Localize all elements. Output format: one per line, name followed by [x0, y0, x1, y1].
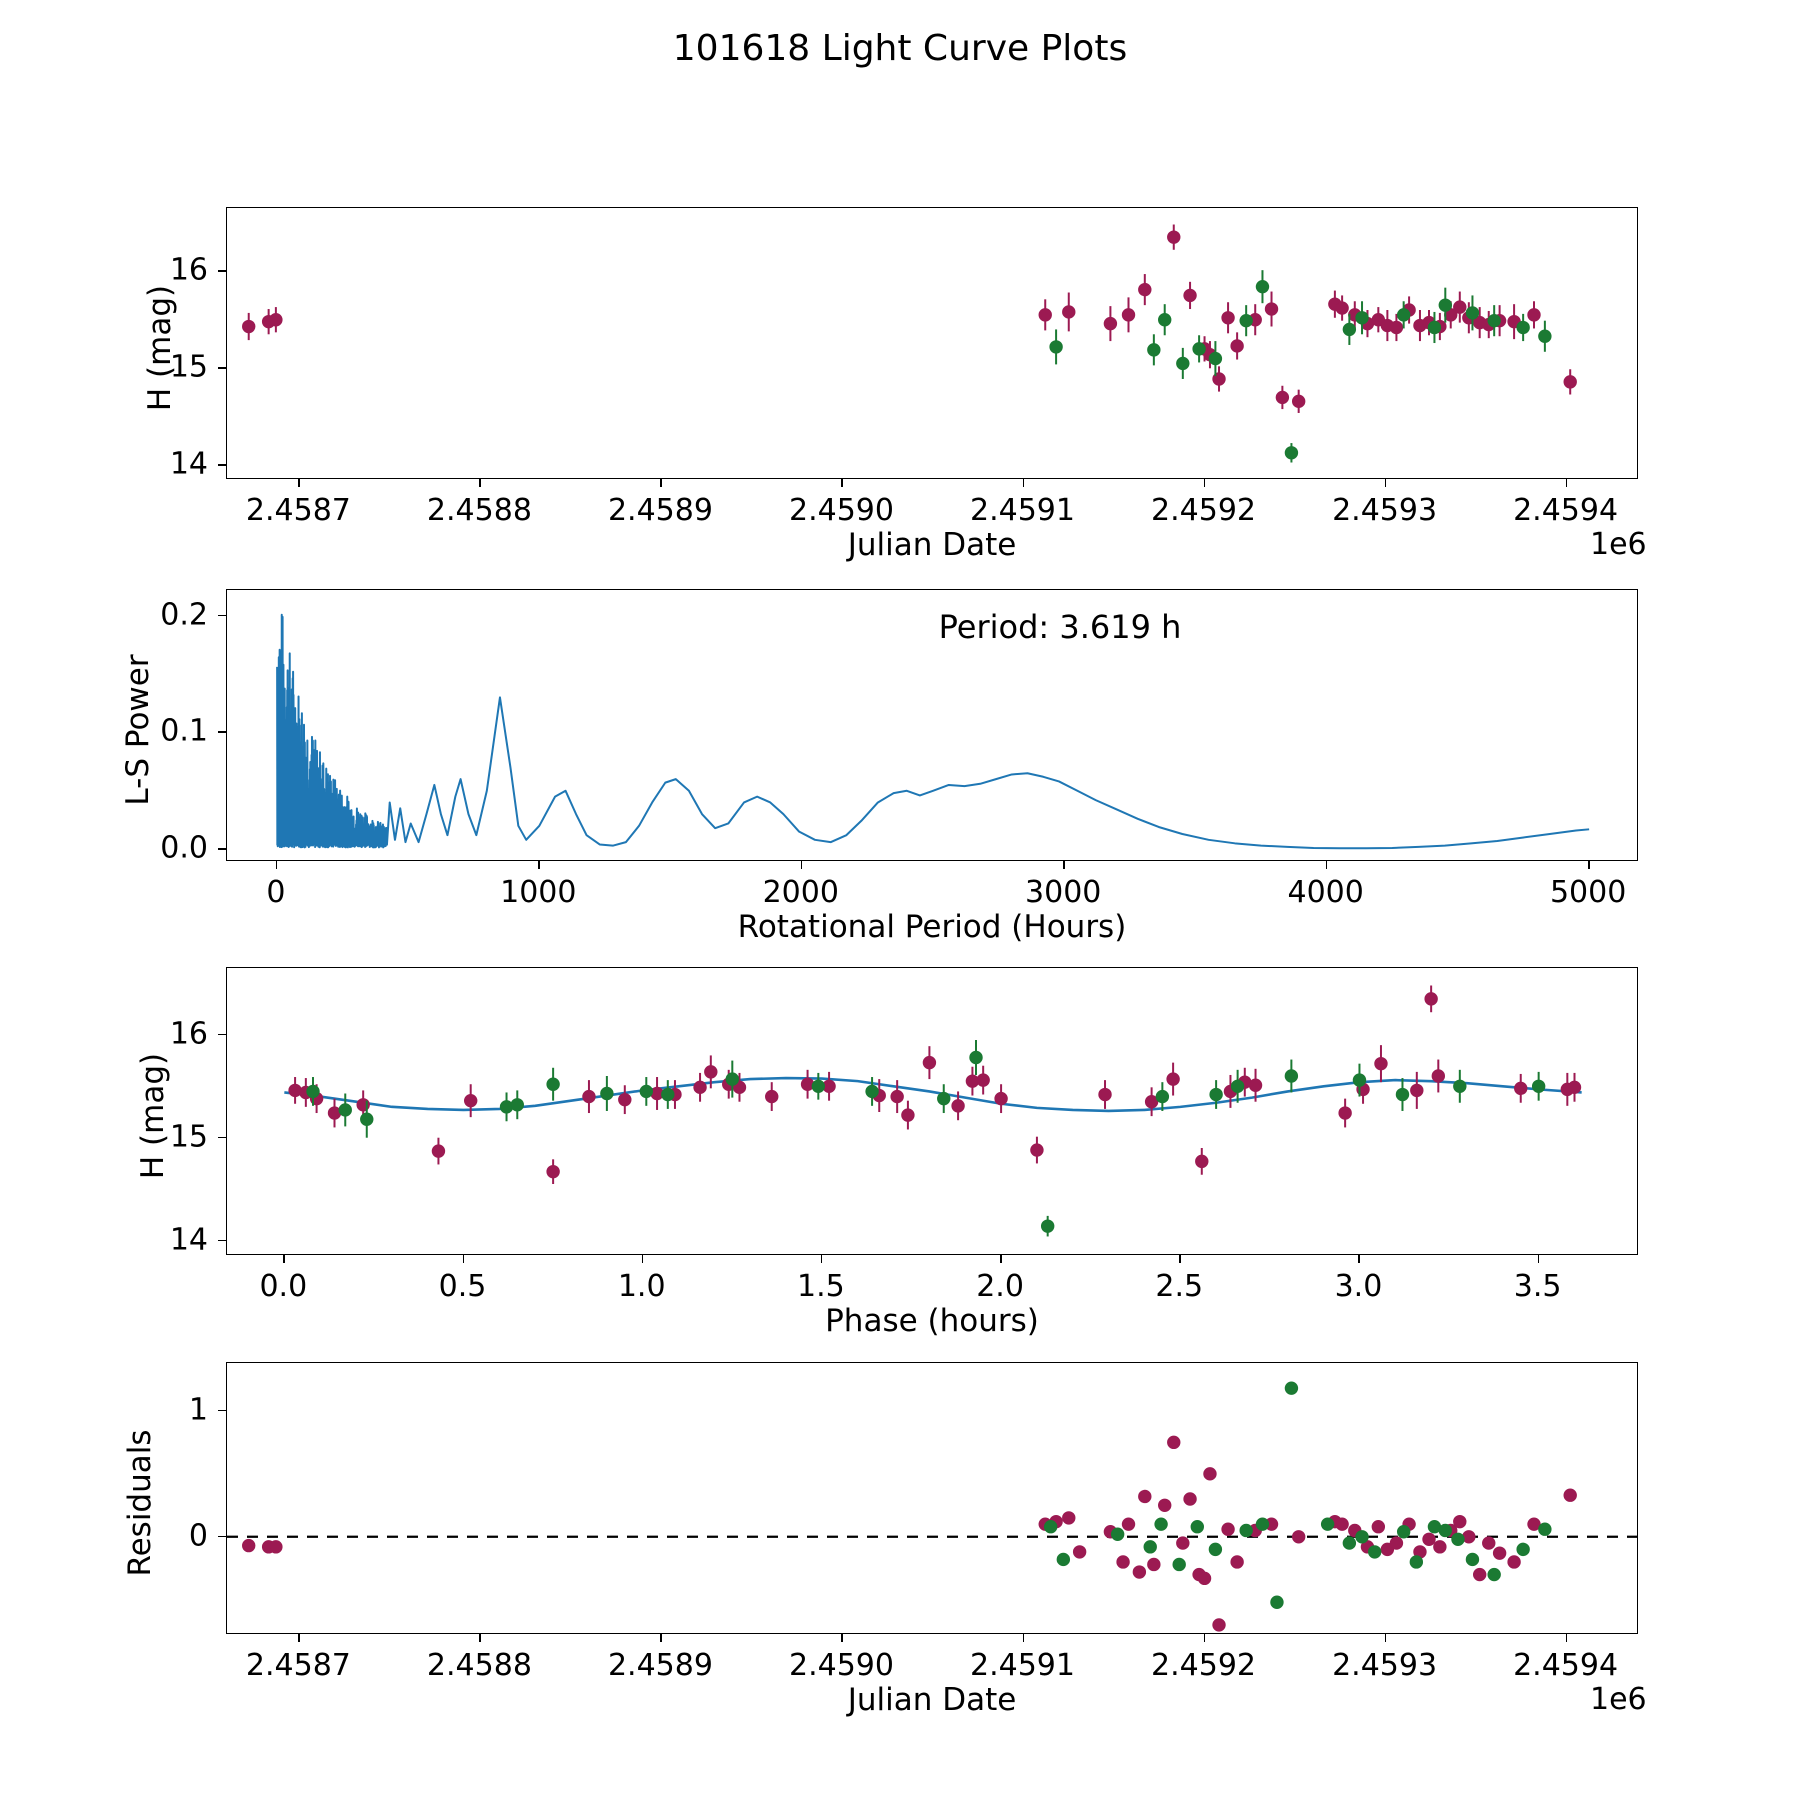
x-tickmark [1385, 479, 1387, 487]
x-tick-label: 2.4594 [1513, 1648, 1619, 1683]
x-tick-label: 2.4587 [245, 493, 351, 528]
x-tickmark [1566, 479, 1568, 487]
y-tickmark [218, 1240, 226, 1242]
axis-label-x-2: Phase (hours) [825, 1303, 1039, 1339]
y-tickmark [218, 464, 226, 466]
x-tick-label: 2.0 [976, 1269, 1024, 1304]
x-tick-label: 2.4594 [1513, 493, 1619, 528]
x-tick-label: 2.4592 [1151, 1648, 1257, 1683]
y-tick-label: 1 [188, 1392, 208, 1428]
y-tick-label: 0.0 [160, 830, 208, 866]
x-tick-label: 1.0 [617, 1269, 666, 1304]
plot-area-residuals [227, 1363, 1638, 1634]
y-tick-label: 0.2 [160, 597, 208, 633]
x-tick-label: 2.4591 [970, 493, 1075, 528]
x-tickmark [283, 1255, 285, 1263]
x-tickmark [538, 861, 540, 869]
x-tickmark [1358, 1255, 1360, 1263]
x-tick-label: 2.4589 [607, 493, 713, 528]
y-tick-label: 14 [169, 1222, 208, 1258]
x-tick-label: 2.4588 [426, 493, 532, 528]
x-tick-label: 2.4592 [1151, 493, 1257, 528]
x-tickmark [1063, 861, 1065, 869]
y-tick-label: 0 [188, 1518, 208, 1554]
plot-area-light-curve-jd [227, 208, 1638, 479]
y-tickmark [218, 731, 226, 733]
y-tickmark [218, 367, 226, 369]
x-tickmark [479, 479, 481, 487]
x-tickmark [642, 1255, 644, 1263]
axis-label-y-3: Residuals [122, 1429, 158, 1577]
x-tickmark [841, 1634, 843, 1642]
y-tickmark [218, 1536, 226, 1538]
x-tick-label: 2.4590 [788, 493, 894, 528]
x-tickmark [1588, 861, 1590, 869]
x-tickmark [298, 1634, 300, 1642]
x-tickmark [1538, 1255, 1540, 1263]
x-tick-label: 4000 [1287, 875, 1364, 910]
plot-area-phase-folded [227, 968, 1638, 1255]
axis-offset-x-0: 1e6 [1590, 527, 1647, 562]
y-tickmark [218, 615, 226, 617]
y-tickmark [218, 270, 226, 272]
x-tickmark [821, 1255, 823, 1263]
figure-title: 101618 Light Curve Plots [672, 28, 1128, 69]
x-tick-label: 2.5 [1155, 1269, 1204, 1304]
x-tickmark [1023, 479, 1025, 487]
x-tickmark [1204, 1634, 1206, 1642]
x-tickmark [841, 479, 843, 487]
x-tick-label: 3000 [1025, 875, 1102, 910]
y-tick-label: 15 [169, 349, 208, 385]
x-tickmark [1326, 861, 1328, 869]
plot-area-periodogram [227, 590, 1638, 861]
x-tick-label: 2000 [762, 875, 839, 910]
axis-label-y-0: H (mag) [142, 284, 178, 412]
x-tickmark [801, 861, 803, 869]
y-tickmark [218, 1410, 226, 1412]
x-tickmark [1566, 1634, 1568, 1642]
y-tickmark [218, 1034, 226, 1036]
axes-light-curve-jd [226, 207, 1638, 479]
axes-residuals [226, 1362, 1638, 1634]
x-tick-label: 2.4587 [245, 1648, 351, 1683]
x-tickmark [1023, 1634, 1025, 1642]
y-tickmark [218, 1137, 226, 1139]
y-tick-label: 16 [169, 1016, 208, 1052]
x-tick-label: 2.4589 [607, 1648, 713, 1683]
x-tick-label: 2.4591 [970, 1648, 1075, 1683]
x-tick-label: 2.4590 [788, 1648, 894, 1683]
x-tick-label: 1000 [500, 875, 577, 910]
x-tickmark [1385, 1634, 1387, 1642]
x-tickmark [298, 479, 300, 487]
x-tick-label: 1.5 [797, 1269, 845, 1304]
x-tickmark [1179, 1255, 1181, 1263]
x-tick-label: 2.4593 [1332, 1648, 1438, 1683]
axis-offset-x-3: 1e6 [1590, 1682, 1647, 1717]
x-tickmark [276, 861, 278, 869]
y-tick-label: 15 [169, 1119, 208, 1155]
x-tick-label: 2.4588 [426, 1648, 532, 1683]
x-tick-label: 0.5 [438, 1269, 487, 1304]
axis-label-x-3: Julian Date [847, 1682, 1017, 1718]
axis-label-y-1: L-S Power [120, 654, 156, 806]
x-tick-label: 0 [266, 875, 286, 910]
y-tickmark [218, 848, 226, 850]
period-annotation: Period: 3.619 h [938, 608, 1182, 646]
y-tick-label: 16 [169, 252, 208, 288]
axis-label-x-0: Julian Date [847, 527, 1017, 563]
x-tickmark [660, 1634, 662, 1642]
x-tick-label: 5000 [1549, 875, 1627, 910]
x-tickmark [479, 1634, 481, 1642]
x-tickmark [1204, 479, 1206, 487]
x-tickmark [660, 479, 662, 487]
x-tickmark [1000, 1255, 1002, 1263]
x-tick-label: 0.0 [259, 1269, 308, 1304]
x-tick-label: 3.0 [1334, 1269, 1383, 1304]
x-tick-label: 3.5 [1513, 1269, 1562, 1304]
y-tick-label: 14 [169, 446, 208, 482]
axes-periodogram [226, 589, 1638, 861]
x-tick-label: 2.4593 [1332, 493, 1438, 528]
y-tick-label: 0.1 [160, 713, 208, 749]
x-tickmark [463, 1255, 465, 1263]
axes-phase-folded [226, 967, 1638, 1255]
axis-label-x-1: Rotational Period (Hours) [737, 909, 1127, 945]
axis-label-y-2: H (mag) [135, 1052, 171, 1180]
